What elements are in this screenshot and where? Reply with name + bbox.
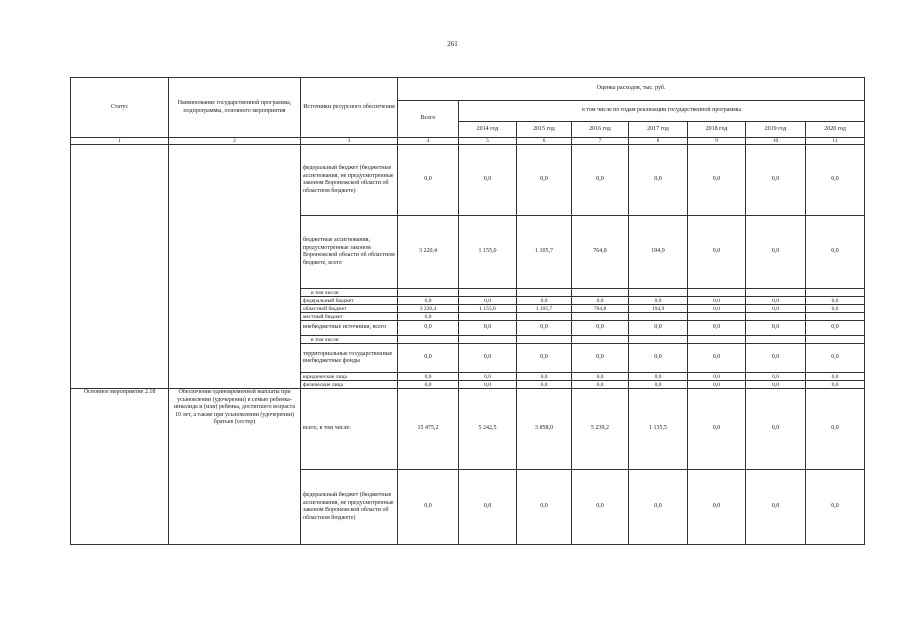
year-cell: 0,0 [459, 470, 517, 545]
year-cell: 1 155,0 [459, 305, 517, 313]
total-cell: 15 475,2 [398, 389, 459, 470]
year-cell: 0,0 [806, 381, 865, 389]
year-cell: 0,0 [459, 321, 517, 336]
year-cell: 0,0 [746, 373, 806, 381]
header-status: Статус [71, 78, 169, 138]
source-cell: всего, в том числе: [301, 389, 398, 470]
year-cell: 0,0 [746, 297, 806, 305]
header-year: 2015 год [517, 122, 572, 138]
year-cell: 0,0 [517, 297, 572, 305]
year-cell: 5 242,5 [459, 389, 517, 470]
year-cell: 0,0 [806, 470, 865, 545]
year-cell: 0,0 [746, 145, 806, 216]
column-number: 11 [806, 138, 865, 145]
year-cell: 0,0 [517, 381, 572, 389]
year-cell: 0,0 [629, 145, 688, 216]
header-year: 2019 год [746, 122, 806, 138]
name-cell-empty [169, 145, 301, 389]
year-cell: 1 105,7 [517, 305, 572, 313]
year-cell: 0,0 [459, 381, 517, 389]
year-cell: 764,8 [572, 216, 629, 289]
header-row-1 [71, 78, 865, 101]
year-cell: 0,0 [517, 344, 572, 373]
year-cell: 0,0 [688, 297, 746, 305]
year-cell: 0,0 [806, 344, 865, 373]
year-cell: 0,0 [688, 389, 746, 470]
table-row [71, 145, 865, 216]
total-cell: 0,0 [398, 344, 459, 373]
year-cell: 0,0 [746, 381, 806, 389]
year-cell: 0,0 [572, 145, 629, 216]
table-row [71, 389, 865, 470]
header-year: 2017 год [629, 122, 688, 138]
header-total: Всего [398, 101, 459, 138]
year-cell: 0,0 [629, 373, 688, 381]
source-cell: внебюджетные источники, всего [301, 321, 398, 336]
year-cell: 0,0 [806, 373, 865, 381]
year-cell: 0,0 [806, 389, 865, 470]
year-cell: 0,0 [459, 373, 517, 381]
header-sources: Источники ресурсного обеспечения [301, 78, 398, 138]
source-cell: федеральный бюджет [301, 297, 398, 305]
year-cell: 0,0 [629, 470, 688, 545]
year-cell: 0,0 [688, 373, 746, 381]
source-cell: областной бюджет [301, 305, 398, 313]
column-number: 6 [517, 138, 572, 145]
column-number: 10 [746, 138, 806, 145]
source-cell: территориальные государственные внебюджетные фонды [301, 344, 398, 373]
column-number: 2 [169, 138, 301, 145]
year-cell: 0,0 [746, 321, 806, 336]
year-cell: 0,0 [806, 305, 865, 313]
year-cell: 0,0 [806, 321, 865, 336]
column-number: 4 [398, 138, 459, 145]
year-cell: 0,0 [572, 297, 629, 305]
measure-status: Основное мероприятие 2.18 [71, 389, 169, 545]
source-cell: федеральный бюджет (бюджетные ассигнования, не предусмотренные законом Воронежской области об областном бюджете) [301, 145, 398, 216]
year-cell: 0,0 [629, 297, 688, 305]
header-estimate: Оценка расходов, тыс. руб. [398, 78, 865, 101]
year-cell: 0,0 [806, 145, 865, 216]
year-cell: 0,0 [572, 344, 629, 373]
header-year: 2016 год [572, 122, 629, 138]
year-cell: 0,0 [459, 145, 517, 216]
measure-name: Обеспечение единовременной выплаты при усыновлении (удочерении) в семью ребенка-инвалида и (или) ребенка, достигшего возраста 10 лет, а также при усыновлении (удочерении) братьев (сестер) [169, 389, 301, 545]
total-cell: 0,0 [398, 381, 459, 389]
page-number: 261 [447, 40, 458, 48]
year-cell: 0,0 [688, 321, 746, 336]
column-number: 3 [301, 138, 398, 145]
year-cell: 0,0 [629, 344, 688, 373]
header-name: Наименование государственной программы, подпрограммы, основного мероприятия [169, 78, 301, 138]
year-cell: 0,0 [572, 373, 629, 381]
total-cell: 0,0 [398, 145, 459, 216]
year-cell: 0,0 [459, 297, 517, 305]
year-cell: 0,0 [517, 145, 572, 216]
source-cell: физические лица [301, 381, 398, 389]
year-cell: 0,0 [517, 321, 572, 336]
year-cell: 0,0 [806, 297, 865, 305]
column-number: 5 [459, 138, 517, 145]
total-cell: 0,0 [398, 297, 459, 305]
year-cell: 1 105,7 [517, 216, 572, 289]
source-cell: в том числе: [301, 289, 398, 297]
source-cell: местный бюджет [301, 313, 398, 321]
total-cell: 0,0 [398, 373, 459, 381]
source-cell: юридические лица [301, 373, 398, 381]
year-cell: 0,0 [688, 344, 746, 373]
year-cell: 0,0 [746, 305, 806, 313]
status-cell-empty [71, 145, 169, 389]
budget-table [70, 77, 865, 545]
header-year: 2014 год [459, 122, 517, 138]
header-by-years: в том числе по годам реализации государственной программы [459, 101, 865, 122]
year-cell: 0,0 [688, 216, 746, 289]
year-cell: 0,0 [746, 344, 806, 373]
year-cell: 0,0 [572, 381, 629, 389]
year-cell: 0,0 [746, 216, 806, 289]
year-cell: 0,0 [746, 470, 806, 545]
column-number: 8 [629, 138, 688, 145]
year-cell: 5 239,2 [572, 389, 629, 470]
year-cell: 0,0 [517, 470, 572, 545]
total-cell: 3 220,4 [398, 305, 459, 313]
column-number: 9 [688, 138, 746, 145]
year-cell: 0,0 [572, 470, 629, 545]
year-cell: 0,0 [806, 216, 865, 289]
year-cell: 0,0 [688, 145, 746, 216]
column-number: 1 [71, 138, 169, 145]
year-cell: 0,0 [688, 305, 746, 313]
year-cell: 0,0 [629, 381, 688, 389]
year-cell: 0,0 [629, 321, 688, 336]
header-year: 2018 год [688, 122, 746, 138]
year-cell: 0,0 [688, 381, 746, 389]
year-cell: 0,0 [688, 470, 746, 545]
year-cell: 0,0 [746, 389, 806, 470]
year-cell: 0,0 [517, 373, 572, 381]
year-cell: 764,8 [572, 305, 629, 313]
column-number: 7 [572, 138, 629, 145]
source-cell: бюджетные ассигнования, предусмотренные законом Воронежской области об областном бюджете, всего [301, 216, 398, 289]
year-cell: 1 135,5 [629, 389, 688, 470]
year-cell: 194,9 [629, 216, 688, 289]
source-cell: федеральный бюджет (бюджетные ассигнования, не предусмотренные законом Воронежской области об областном бюджете) [301, 470, 398, 545]
year-cell: 0,0 [572, 321, 629, 336]
year-cell: 1 155,0 [459, 216, 517, 289]
total-cell: 3 220,4 [398, 216, 459, 289]
total-cell: 0,0 [398, 313, 459, 321]
source-cell: в том числе: [301, 336, 398, 344]
header-year: 2020 год [806, 122, 865, 138]
year-cell: 0,0 [459, 344, 517, 373]
total-cell: 0,0 [398, 321, 459, 336]
year-cell: 194,9 [629, 305, 688, 313]
column-number-row [71, 138, 865, 145]
year-cell: 3 858,0 [517, 389, 572, 470]
total-cell: 0,0 [398, 470, 459, 545]
